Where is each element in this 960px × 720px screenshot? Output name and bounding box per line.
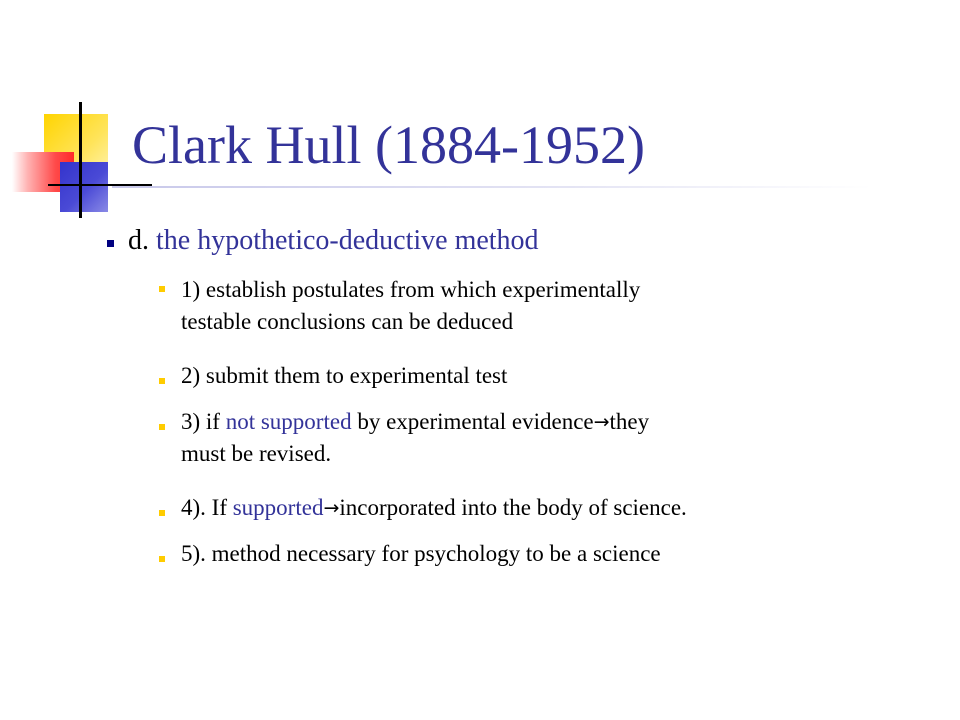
decorative-vertical-line [79, 102, 82, 218]
list-item-line: 1) establish postulates from which experimentally [181, 277, 641, 302]
list-item-line [181, 492, 901, 524]
bullet-square-icon [159, 378, 165, 384]
arrow-right-icon: → [323, 497, 340, 519]
item-prefix: 3) if [181, 409, 226, 434]
arrow-right-icon: → [593, 411, 610, 433]
list-item [181, 492, 901, 524]
bullet-square-icon [159, 556, 165, 562]
bullet-square-icon [159, 510, 165, 516]
list-item-line: 5). method necessary for psychology to be a science [181, 541, 661, 566]
list-item-line: 2) submit them to experimental test [181, 363, 508, 388]
level1-item [128, 224, 539, 258]
item-suffix: they [609, 409, 650, 434]
list-item-line: must be revised. [181, 441, 332, 466]
list-item [181, 538, 901, 570]
item-middle: by experimental evidence [351, 409, 594, 434]
list-item [181, 406, 901, 470]
item-prefix: 4). If [181, 495, 233, 520]
title-underline-rule [112, 186, 872, 188]
slide-title: Clark Hull (1884-1952) [132, 115, 645, 175]
list-item [181, 360, 901, 392]
list-item-line: testable conclusions can be deduced [181, 309, 514, 334]
decorative-blue-square [60, 162, 108, 212]
list-item-line [181, 406, 901, 438]
item-highlight: supported [232, 495, 324, 520]
item-highlight: not supported [225, 409, 352, 434]
level1-prefix: d. [128, 225, 156, 256]
list-item [181, 274, 901, 338]
bullet-square-icon [107, 240, 114, 247]
level1-highlight: the hypothetico-deductive method [156, 225, 539, 256]
bullet-square-icon [159, 286, 165, 292]
bullet-square-icon [159, 424, 165, 430]
item-suffix: incorporated into the body of science. [339, 495, 687, 520]
